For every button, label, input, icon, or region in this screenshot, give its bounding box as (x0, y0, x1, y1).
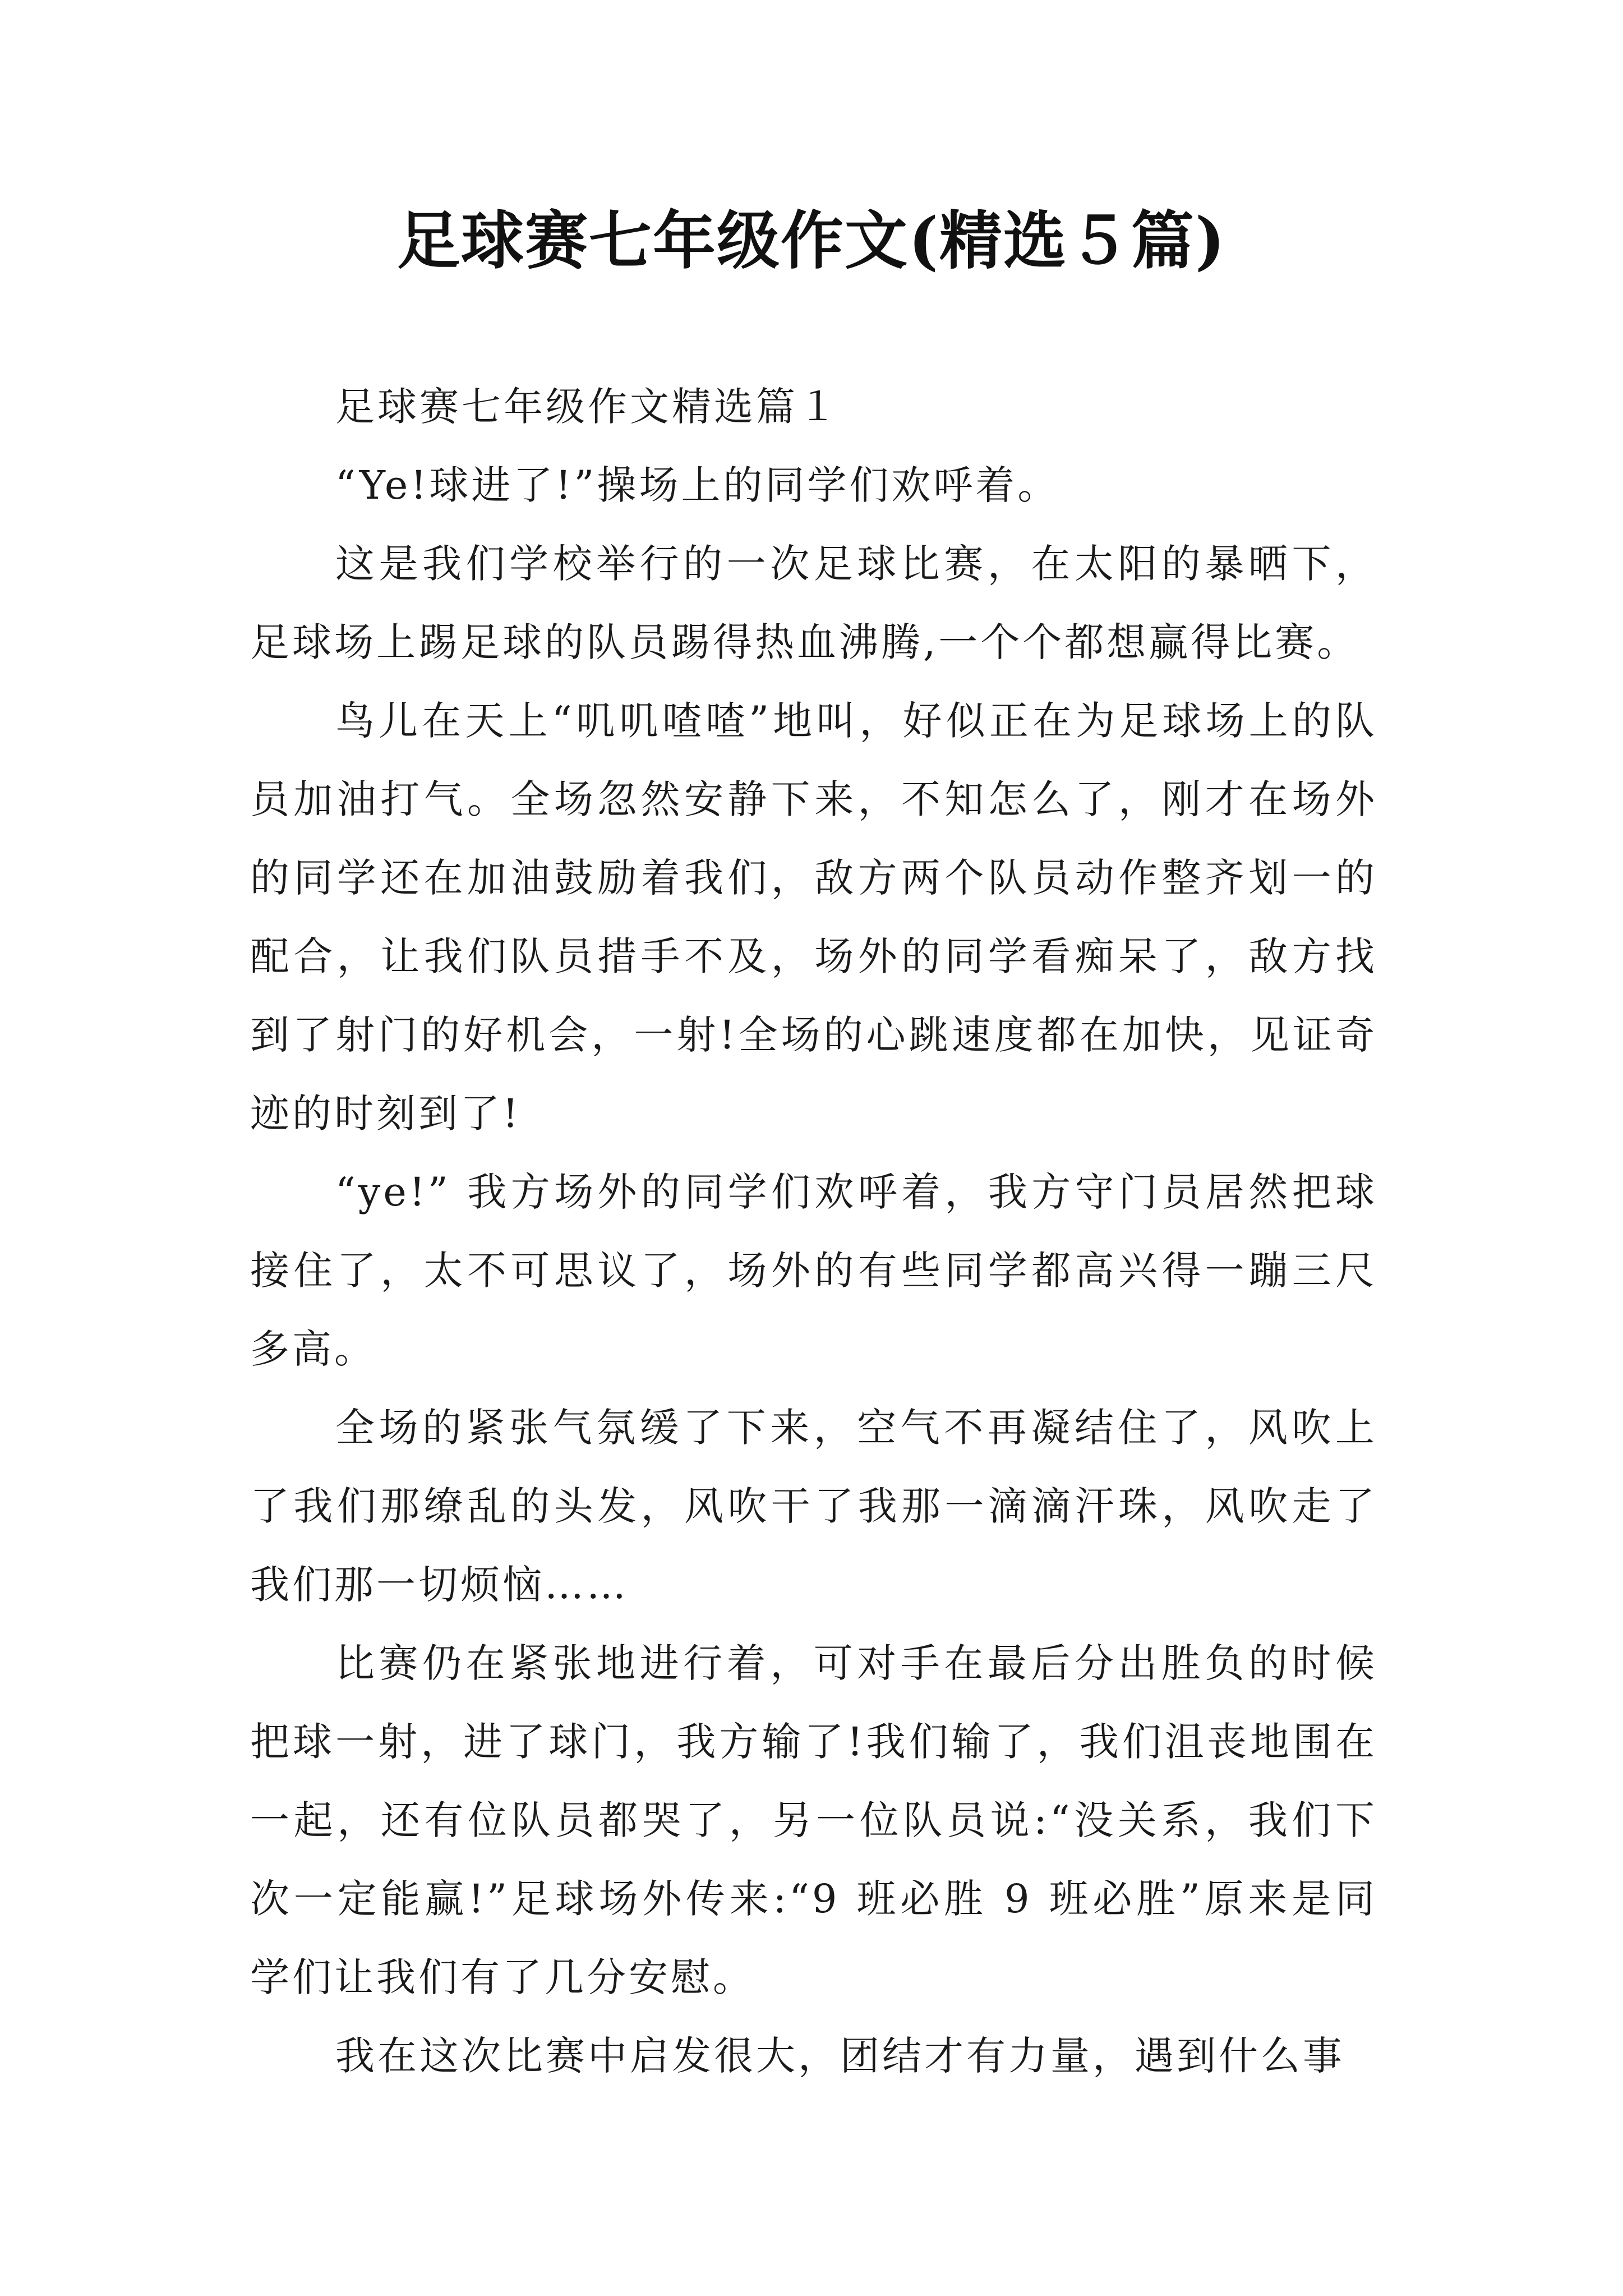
paragraph: 全场的紧张气氛缓了下来，空气不再凝结住了，风吹上了我们那缭乱的头发，风吹干了我那一滴滴汗珠，风吹走了我们那一切烦恼…… (250, 1405, 1377, 1608)
essay-body (250, 367, 1377, 2095)
paragraph: 我在这次比赛中启发很大，团结才有力量，遇到什么事 (335, 2033, 1345, 2079)
paragraph: “ye!” 我方场外的同学们欢呼着，我方守门员居然把球接住了，太不可思议了，场外的有些同学都高兴得一蹦三尺多高。 (250, 1169, 1377, 1372)
paragraph: “Ye!球进了!”操场上的同学们欢呼着。 (335, 462, 1060, 508)
paragraph: 这是我们学校举行的一次足球比赛，在太阳的暴晒下，足球场上踢足球的队员踢得热血沸腾,一个个都想赢得比赛。 (250, 541, 1377, 665)
paragraph: 鸟儿在天上“叽叽喳喳”地叫，好似正在为足球场上的队员加油打气。全场忽然安静下来，不知怎么了，刚才在场外的同学还在加油鼓励着我们，敌方两个队员动作整齐划一的配合，让我们队员措手不及，场外的同学看痴呆了，敌方找到了射门的好机会，一射!全场的心跳速度都在加快，见证奇迹的时刻到了! (250, 698, 1377, 1137)
essay-heading: 足球赛七年级作文精选篇１ (335, 384, 840, 430)
page-title: 足球赛七年级作文(精选５篇) (397, 204, 1226, 278)
paragraph: 比赛仍在紧张地进行着，可对手在最后分出胜负的时候把球一射，进了球门，我方输了!我们输了，我们沮丧地围在一起，还有位队员都哭了，另一位队员说:“没关系，我们下次一定能赢!”足球场外传来:“9 班必胜 9 班必胜”原来是同学们让我们有了几分安慰。 (250, 1640, 1377, 2000)
